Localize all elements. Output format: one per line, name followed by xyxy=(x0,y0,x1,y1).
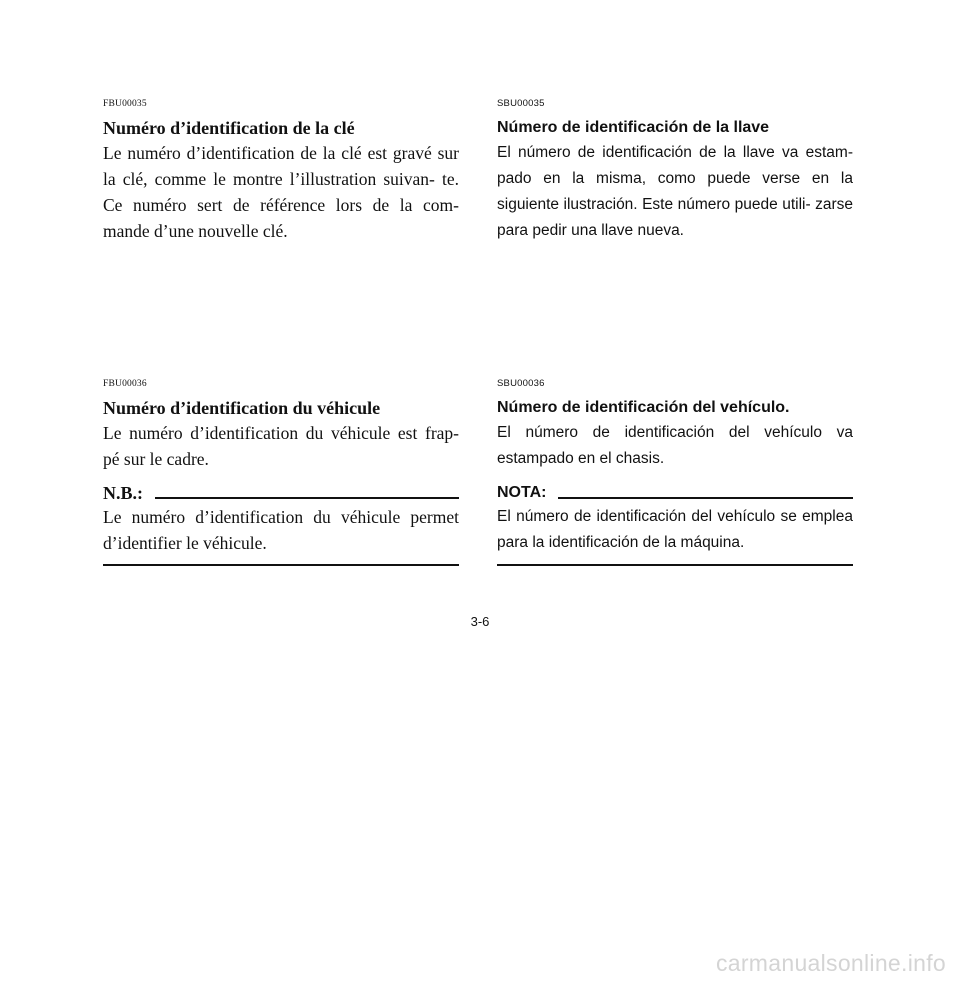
watermark: carmanualsonline.info xyxy=(715,950,946,976)
section-title: Numéro d’identification du véhicule xyxy=(103,398,381,418)
section-title: Número de identificación de la llave xyxy=(497,119,770,136)
note-end-rule xyxy=(497,564,853,566)
section-body: El número de identificación de la llave va estam- pado en la misma, como puede verse en la siguiente ilustración. Este número puede utili- zarse para pedir una llave nueva. xyxy=(497,144,853,239)
section-fr-key-id xyxy=(103,98,459,244)
section-es-key-id xyxy=(497,98,853,244)
section-es-vehicle-id xyxy=(497,378,853,566)
note-text: Le numéro d’identification du véhicule permet d’identifier le véhicule. xyxy=(103,507,459,553)
section-code: FBU00035 xyxy=(103,99,147,109)
note-header xyxy=(497,480,853,504)
section-code: FBU00036 xyxy=(103,379,147,389)
section-body: Le numéro d’identification du véhicule est frap- pé sur le cadre. xyxy=(103,423,459,469)
section-body: Le numéro d’identification de la clé est gravé sur la clé, comme le montre l’illustration suivan- te. Ce numéro sert de référence lors de la com- mande d’une nouvelle clé. xyxy=(103,143,459,241)
section-code: SBU00036 xyxy=(497,378,545,389)
note-rule xyxy=(155,497,459,499)
note-label: NOTA: xyxy=(497,484,547,501)
section-title: Numéro d’identification de la clé xyxy=(103,118,355,138)
note-rule xyxy=(558,497,853,499)
note-label: N.B.: xyxy=(103,483,143,503)
page-number: 3-6 xyxy=(470,614,490,629)
section-code: SBU00035 xyxy=(497,98,545,109)
note-header xyxy=(103,480,459,504)
note-text: El número de identificación del vehículo se emplea para la identificación de la máquina. xyxy=(497,508,853,551)
section-body: El número de identificación del vehículo va estampado en el chasis. xyxy=(497,424,853,467)
note-end-rule xyxy=(103,564,459,566)
section-fr-vehicle-id xyxy=(103,378,459,566)
section-title: Número de identificación del vehículo. xyxy=(497,399,790,416)
